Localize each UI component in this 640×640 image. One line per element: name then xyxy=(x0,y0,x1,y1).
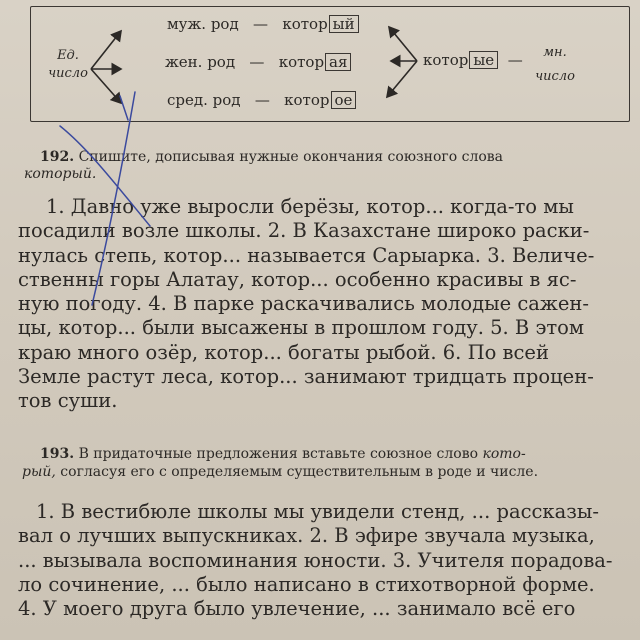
gender-neuter: сред. род xyxy=(167,91,241,109)
stem: котор xyxy=(423,51,469,69)
text-line: цы, котор... были высажены в прошлом году. 5. В этом xyxy=(18,316,585,340)
text-line: Земле растут леса, котор... занимают тридцать процен- xyxy=(18,365,594,389)
arrow-plural-masculine xyxy=(389,27,417,61)
exercise-192-instruction: Спишите, дописывая нужные окончания союзного слова xyxy=(78,149,504,165)
exercise-192-text xyxy=(18,195,638,414)
dash: — xyxy=(253,15,269,33)
exercise-192-keyword: который. xyxy=(24,166,97,182)
exercise-193-keyword-cont: рый, xyxy=(22,464,56,480)
grammar-box xyxy=(30,6,630,122)
singular-label: Ед. число xyxy=(48,48,88,81)
dash: — xyxy=(254,91,270,109)
text-line: ственны горы Алатау, котор... особенно красивы в яс- xyxy=(18,267,577,291)
text-line: ло сочинение, ... было написано в стихотворной форме. xyxy=(18,572,595,596)
text-line: ную погоду. 4. В парке раскачивались молодые сажен- xyxy=(18,292,589,316)
text-line: посадили возле школы. 2. В Казахстане широко раски- xyxy=(18,219,590,243)
exercise-192-number: 192. xyxy=(40,149,75,165)
arrow-plural-neuter xyxy=(387,61,417,97)
stem: котор xyxy=(284,91,330,109)
gender-masculine: муж. род xyxy=(167,15,239,33)
stem: котор xyxy=(278,53,325,71)
arrows-diagram xyxy=(31,7,629,121)
exercise-192-header xyxy=(40,149,630,166)
exercise-193-instruction: В придаточные предложения вставьте союзное слово xyxy=(78,446,479,462)
arrow-to-masculine xyxy=(91,31,121,69)
arrow-to-neuter xyxy=(91,69,121,103)
exercise-193-instruction-cont: согласуя его с определяемым существительным в роде и числе. xyxy=(60,464,539,480)
exercise-193-number: 193. xyxy=(40,446,75,462)
exercise-193-header xyxy=(40,446,630,463)
exercise-192-header-cont xyxy=(24,166,96,183)
text-line: нулась степь, котор... называется Сарыарка. 3. Величе- xyxy=(18,243,595,267)
plural-label: мн. число xyxy=(535,45,575,84)
stem: котор xyxy=(282,15,328,33)
singular-arrows xyxy=(91,31,121,103)
text-line: ... вызывала воспоминания юности. 3. Учителя порадова- xyxy=(18,548,613,572)
text-line: краю много озёр, котор... богаты рыбой. 6. По всей xyxy=(18,340,549,364)
ending-plural: ые xyxy=(469,51,498,69)
text-line: тов суши. xyxy=(18,389,118,413)
exercise-193-text xyxy=(18,500,638,621)
gender-feminine: жен. род xyxy=(165,53,236,71)
dash: — xyxy=(249,53,265,71)
dash: — xyxy=(507,51,523,69)
text-line: 1. В вестибюле школы мы увидели стенд, ... рассказы- xyxy=(36,500,599,523)
exercise-193-keyword: кото- xyxy=(482,446,526,462)
exercise-193-header-cont xyxy=(22,464,632,481)
text-line: 4. У моего друга было увлечение, ... занимало всё его xyxy=(18,597,576,621)
text-line: 1. Давно уже выросли берёзы, котор... когда-то мы xyxy=(46,195,574,218)
plural-arrows xyxy=(387,27,417,97)
ending-masculine: ый xyxy=(329,15,359,33)
ending-neuter: ое xyxy=(331,91,357,109)
ending-feminine: ая xyxy=(325,53,351,71)
text-line: вал о лучших выпускниках. 2. В эфире звучала музыка, xyxy=(18,524,595,548)
